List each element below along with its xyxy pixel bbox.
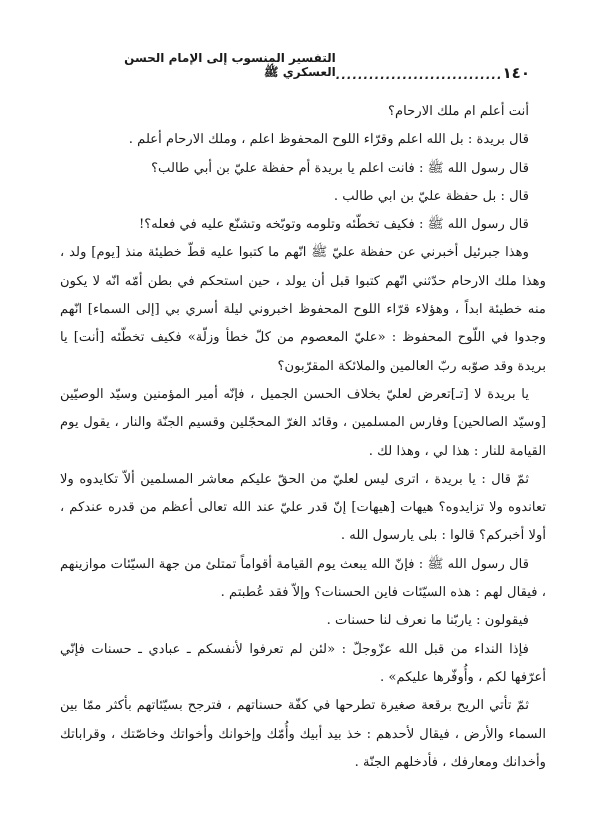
paragraph: يا بريدة لا [تـ]تعرض لعليّ بخلاف الحسن الجميل ، فإنّه أمير المؤمنين وسيّد الوصيّين [وسيّد الصالحين] وفارس المسلمين ، وقائد الغرّ المحجّلين وقسيم الجنّة والنار ، يقول يوم القيامة للنار : هذا لي ، وهذا لك . bbox=[60, 386, 546, 459]
running-head bbox=[70, 51, 530, 82]
page-number: ١٤٠ bbox=[502, 64, 530, 82]
paragraph: وهذا جبرئيل أخبرني عن حفظة عليّ ﷺ انّهم ما كتبوا عليه قطّ خطيئة منذ [يوم] ولد ، وهذا ملك الارحام حدّثني انّهم كتبوا قبل أن يولد ، حين استحكم في بطن أمّه انّه لا يكون منه خطيئة ابداً ، وهؤلاء قرّاء اللوح المحفوظ اخبروني ليلة أسري بي [إلى السماء] انّهم وجدوا في اللّوح المحفوظ : «عليّ المعصوم من كلّ خطأ وزلّة» فكيف تخطّئه [أنت] يا بريدة وقد صوّبه ربّ العالمين والملائكة المقرّبون؟ bbox=[60, 245, 546, 374]
paragraph: فيقولون : ياربّنا ما نعرف لنا حسنات . bbox=[326, 613, 529, 629]
paragraph: قال رسول الله ﷺ : فإنّ الله يبعث يوم القيامة أقواماً تمتلئ من جهة السيّئات موازينهم ، فيقال لهم : هذه السيّئات فاين الحسنات؟ وإلاّ فقد عُطبتم . bbox=[60, 556, 546, 601]
page-body bbox=[60, 98, 546, 777]
paragraph: قال : بل حفظة عليّ بن ابي طالب . bbox=[333, 188, 529, 204]
paragraph: فإذا النداء من قبل الله عزّوجلّ : «لئن لم تعرفوا لأنفسكم ـ عبادي ـ حسنات فإنّي أعرّفها لكم ، وأُوفّرها عليكم» . bbox=[60, 641, 546, 685]
paragraph: قال بريدة : بل الله اعلم وقرّاء اللوح المحفوظ اعلم ، وملك الارحام أعلم . bbox=[128, 132, 529, 148]
paragraph: قال رسول الله ﷺ : فكيف تخطّئه وتلومه وتوبّخه وتشنّع عليه في فعله؟! bbox=[138, 217, 529, 233]
paragraph: قال رسول الله ﷺ : فانت اعلم يا بريدة أم حفظة عليّ بن أبي طالب؟ bbox=[151, 160, 529, 176]
book-title: التفسير المنسوب إلى الإمام الحسن العسكري ﷺ bbox=[124, 51, 336, 79]
paragraph: ثمّ قال : يا بريدة ، اترى ليس لعليّ من الحقّ عليكم معاشر المسلمين ألاّ تكايدوه ولا تعاندوه ولا تزايدوه؟ هيهات [هيهات] إنّ قدر عليّ عند الله تعالى أعظم من قدره عندكم ، أولا أخبركم؟ قالوا : بلى يارسول الله . bbox=[60, 471, 546, 544]
paragraph: أنت أعلم ام ملك الارحام؟ bbox=[388, 104, 529, 119]
header-dots: .............................. bbox=[335, 68, 503, 82]
paragraph: ثمّ تأتي الريح برقعة صغيرة تطرحها في كفّة حسناتهم ، فترجح بسيّئاتهم بأكثر ممّا بين السماء والأرض ، فيقال لأحدهم : خذ بيد أبيك وأُمّك وإخوانك وأخواتك وخاصّتك ، وقراباتك وأخدانك ومعارفك ، فأدخلهم الجنّة . bbox=[60, 698, 546, 770]
